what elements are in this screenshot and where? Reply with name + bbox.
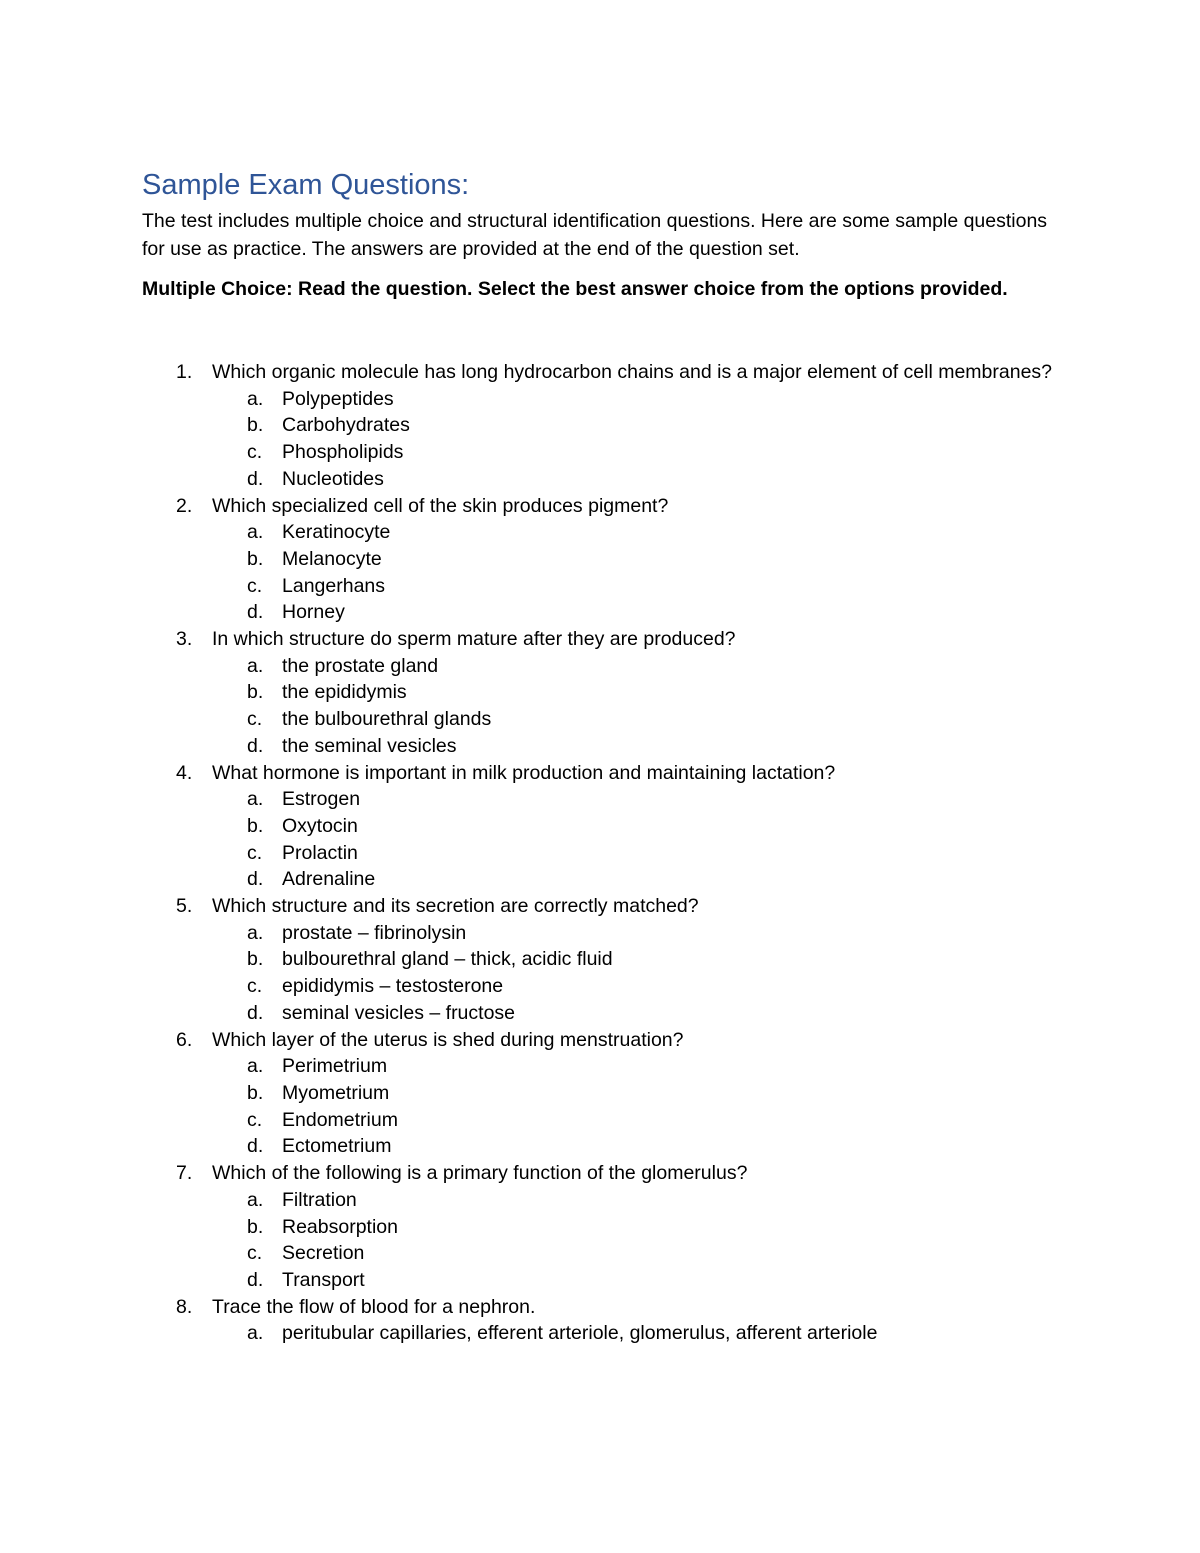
option-letter: d. — [247, 734, 264, 757]
answer-option — [212, 573, 1062, 600]
option-letter: c. — [247, 708, 263, 731]
option-letter: c. — [247, 441, 263, 464]
question-item — [142, 359, 1062, 493]
option-letter: b. — [247, 547, 264, 570]
answer-option — [212, 1107, 1062, 1134]
answer-option — [212, 519, 1062, 546]
option-text: Carbohydrates — [282, 414, 410, 437]
answer-options — [212, 653, 1062, 760]
option-text: the epididymis — [282, 681, 407, 704]
answer-option — [212, 1080, 1062, 1107]
instructions-paragraph: Multiple Choice: Read the question. Select the best answer choice from the options provided. — [142, 278, 1008, 300]
answer-option — [212, 439, 1062, 466]
option-text: Melanocyte — [282, 547, 382, 570]
option-text: epididymis – testosterone — [282, 975, 504, 998]
option-text: prostate – fibrinolysin — [282, 921, 467, 944]
option-letter: a. — [247, 521, 264, 544]
option-letter: b. — [247, 814, 264, 837]
option-text: Secretion — [282, 1242, 365, 1265]
answer-option — [212, 973, 1062, 1000]
intro-paragraph: The test includes multiple choice and structural identification questions. Here are some sample questions for use as practice. The answers are provided at the end of the question set. — [142, 210, 1048, 260]
option-text: Adrenaline — [282, 868, 376, 891]
option-text: Horney — [282, 601, 345, 624]
option-text: bulbourethral gland – thick, acidic fluid — [282, 948, 613, 971]
answer-option — [212, 786, 1062, 813]
answer-option — [212, 679, 1062, 706]
question-number: 4. — [176, 761, 193, 784]
question-item — [142, 1027, 1062, 1161]
answer-option — [212, 412, 1062, 439]
option-text: Endometrium — [282, 1108, 398, 1131]
option-text: the prostate gland — [282, 654, 439, 677]
option-letter: a. — [247, 387, 264, 410]
question-text: In which structure do sperm mature after they are produced? — [212, 628, 736, 651]
answer-option — [212, 386, 1062, 413]
answer-option — [212, 1187, 1062, 1214]
option-letter: a. — [247, 654, 264, 677]
answer-option — [212, 1053, 1062, 1080]
answer-options — [212, 519, 1062, 626]
option-letter: c. — [247, 574, 263, 597]
question-text: Which specialized cell of the skin produces pigment? — [212, 494, 669, 517]
option-text: Ectometrium — [282, 1135, 392, 1158]
option-text: Filtration — [282, 1188, 357, 1211]
question-text: Which organic molecule has long hydrocarbon chains and is a major element of cell membranes? — [212, 361, 1053, 383]
option-text: Reabsorption — [282, 1215, 398, 1238]
question-number: 6. — [176, 1028, 193, 1051]
option-letter: d. — [247, 1135, 264, 1158]
question-number: 8. — [176, 1295, 193, 1318]
option-text: Perimetrium — [282, 1055, 388, 1078]
option-letter: a. — [247, 1322, 264, 1345]
option-text: Phospholipids — [282, 441, 404, 464]
answer-option — [212, 733, 1062, 760]
question-list — [142, 359, 1062, 1347]
option-letter: c. — [247, 1108, 263, 1131]
option-text: Polypeptides — [282, 387, 394, 410]
answer-option — [212, 546, 1062, 573]
answer-option — [212, 866, 1062, 893]
answer-option — [212, 946, 1062, 973]
question-number: 3. — [176, 628, 193, 651]
option-text: peritubular capillaries, efferent arteriole, glomerulus, afferent arteriole — [282, 1322, 878, 1345]
option-letter: b. — [247, 414, 264, 437]
answer-option — [212, 653, 1062, 680]
option-text: Keratinocyte — [282, 521, 391, 544]
answer-option — [212, 1214, 1062, 1241]
answer-options — [212, 920, 1062, 1027]
option-letter: a. — [247, 788, 264, 811]
answer-options — [212, 786, 1062, 893]
question-text: Which layer of the uterus is shed during menstruation? — [212, 1028, 684, 1051]
question-item — [142, 760, 1062, 894]
answer-option — [212, 1133, 1062, 1160]
option-text: Estrogen — [282, 788, 361, 811]
answer-option — [212, 1267, 1062, 1294]
question-number: 2. — [176, 494, 193, 517]
option-letter: b. — [247, 681, 264, 704]
answer-options — [212, 1187, 1062, 1294]
question-item — [142, 1294, 1062, 1347]
option-letter: c. — [247, 841, 263, 864]
answer-options — [212, 1053, 1062, 1160]
answer-option — [212, 1000, 1062, 1027]
option-letter: a. — [247, 1055, 264, 1078]
question-item — [142, 626, 1062, 760]
option-text: Oxytocin — [282, 814, 358, 837]
question-number: 5. — [176, 895, 193, 918]
answer-options — [212, 1320, 1062, 1347]
option-text: Prolactin — [282, 841, 358, 864]
option-letter: d. — [247, 868, 264, 891]
question-text: What hormone is important in milk production and maintaining lactation? — [212, 761, 836, 784]
option-letter: b. — [247, 948, 264, 971]
question-text: Trace the flow of blood for a nephron. — [212, 1295, 536, 1318]
option-letter: d. — [247, 1001, 264, 1024]
option-letter: b. — [247, 1081, 264, 1104]
question-text: Which of the following is a primary function of the glomerulus? — [212, 1162, 748, 1185]
option-text: Nucleotides — [282, 467, 384, 490]
option-letter: a. — [247, 1188, 264, 1211]
option-letter: d. — [247, 467, 264, 490]
document-page — [142, 165, 1062, 1347]
question-number: 1. — [176, 361, 193, 383]
page-title: Sample Exam Questions: — [142, 169, 470, 201]
question-item — [142, 493, 1062, 627]
answer-option — [212, 813, 1062, 840]
answer-option — [212, 840, 1062, 867]
question-item — [142, 1160, 1062, 1294]
option-text: the bulbourethral glands — [282, 708, 492, 731]
answer-option — [212, 1240, 1062, 1267]
option-text: Transport — [282, 1268, 365, 1291]
option-letter: a. — [247, 921, 264, 944]
question-text: Which structure and its secretion are correctly matched? — [212, 895, 699, 918]
question-number: 7. — [176, 1162, 193, 1185]
option-letter: c. — [247, 1242, 263, 1265]
answer-option — [212, 1320, 1062, 1347]
option-text: the seminal vesicles — [282, 734, 457, 757]
answer-option — [212, 706, 1062, 733]
option-letter: b. — [247, 1215, 264, 1238]
option-letter: d. — [247, 601, 264, 624]
option-text: Langerhans — [282, 574, 386, 597]
answer-options — [212, 386, 1062, 493]
question-item — [142, 893, 1062, 1027]
answer-option — [212, 920, 1062, 947]
answer-option — [212, 466, 1062, 493]
option-letter: d. — [247, 1268, 264, 1291]
option-text: seminal vesicles – fructose — [282, 1001, 516, 1024]
answer-option — [212, 599, 1062, 626]
option-text: Myometrium — [282, 1081, 390, 1104]
option-letter: c. — [247, 975, 263, 998]
